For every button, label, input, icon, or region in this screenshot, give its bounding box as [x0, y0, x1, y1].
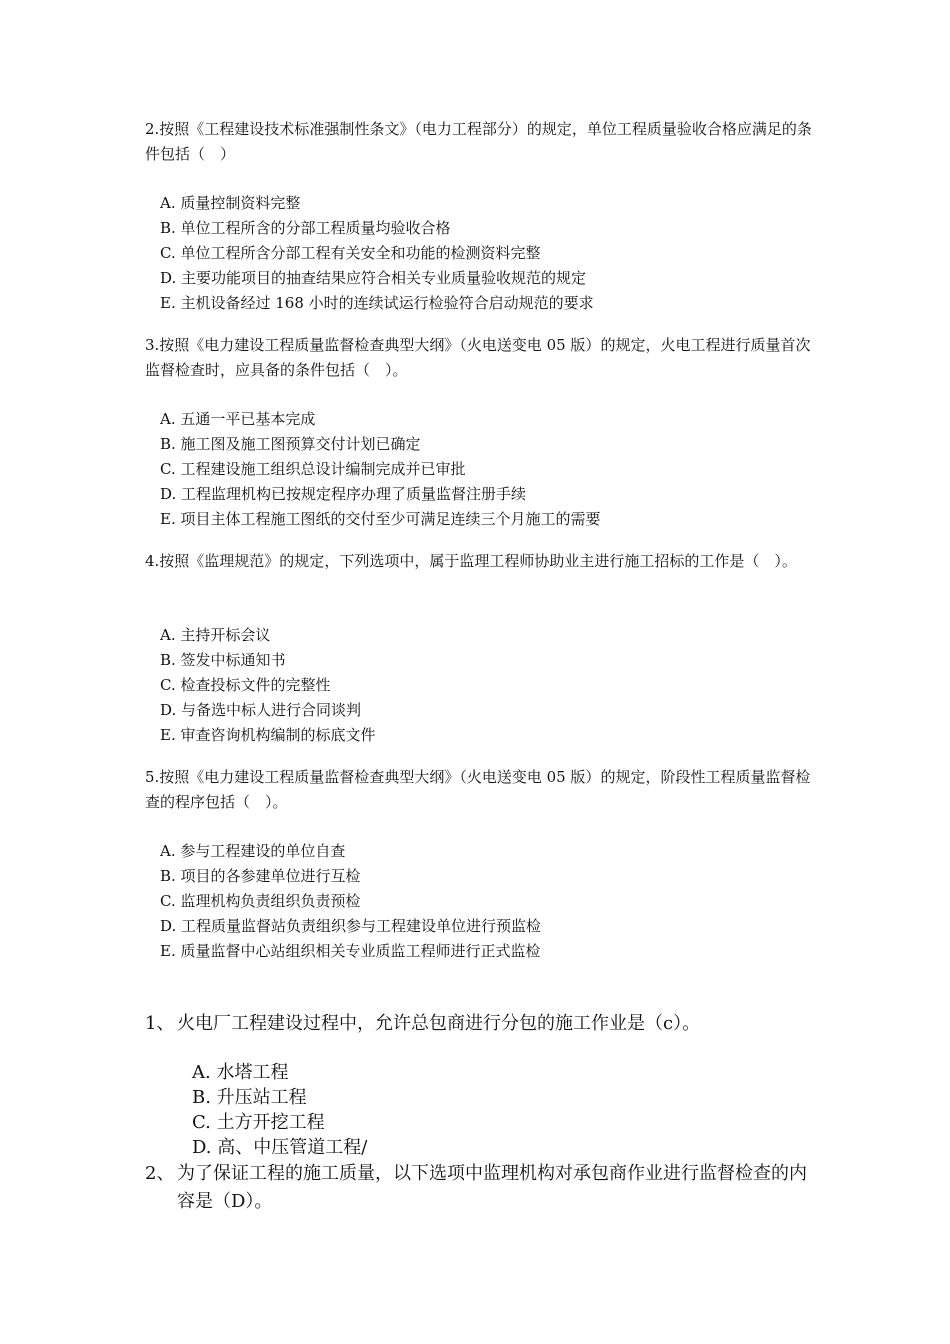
question-text: 火电厂工程建设过程中，允许总包商进行分包的施工作业是（c）。	[177, 1013, 701, 1034]
question-4: 4.按照《监理规范》的规定，下列选项中，属于监理工程师协助业主进行施工招标的工作是（ ）。	[145, 552, 797, 570]
option-a: A. 水塔工程	[192, 1062, 289, 1083]
option-b: B. 项目的各参建单位进行互检	[160, 867, 361, 885]
question-5-options	[160, 839, 541, 964]
question-3: 3.按照《电力建设工程质量监督检查典型大纲》（火电送变电 05 版）的规定，火电工程进行质量首次监督检查时，应具备的条件包括（ ）。	[145, 336, 811, 379]
option-b: B. 签发中标通知书	[160, 651, 286, 669]
option-c: C. 检查投标文件的完整性	[160, 676, 331, 694]
option-d: D. 工程监理机构已按规定程序办理了质量监督注册手续	[160, 485, 527, 503]
question-number: 1、	[145, 1013, 175, 1034]
option-b: B. 升压站工程	[192, 1087, 307, 1108]
question-2-options	[160, 191, 594, 316]
option-d: D. 与备选中标人进行合同谈判	[160, 701, 362, 719]
question-4-options	[160, 623, 376, 748]
option-a: A. 质量控制资料完整	[160, 194, 301, 212]
section2-question-1-options	[192, 1060, 367, 1160]
section2-question-2: 为了保证工程的施工质量，以下选项中监理机构对承包商作业进行监督检查的内容是（D）。	[177, 1163, 807, 1212]
option-a: A. 五通一平已基本完成	[160, 410, 316, 428]
option-c: C. 监理机构负责组织负责预检	[160, 892, 361, 910]
option-c: C. 土方开挖工程	[192, 1112, 325, 1133]
option-d: D. 高、中压管道工程/	[192, 1137, 368, 1158]
section2-question-2-number: 2、	[145, 1163, 175, 1184]
option-a: A. 主持开标会议	[160, 626, 271, 644]
option-d: D. 工程质量监督站负责组织参与工程建设单位进行预监检	[160, 917, 542, 935]
section2-question-1	[145, 1010, 700, 1038]
question-3-options	[160, 407, 601, 532]
option-c: C. 工程建设施工组织总设计编制完成并已审批	[160, 460, 466, 478]
option-c: C. 单位工程所含分部工程有关安全和功能的检测资料完整	[160, 244, 541, 262]
question-2: 2.按照《工程建设技术标准强制性条文》（电力工程部分）的规定，单位工程质量验收合格应满足的条件包括（ ）	[145, 120, 812, 163]
option-e: E. 审查咨询机构编制的标底文件	[160, 726, 376, 744]
question-5: 5.按照《电力建设工程质量监督检查典型大纲》（火电送变电 05 版）的规定，阶段性工程质量监督检查的程序包括（ ）。	[145, 768, 811, 811]
option-e: E. 项目主体工程施工图纸的交付至少可满足连续三个月施工的需要	[160, 510, 601, 528]
option-b: B. 单位工程所含的分部工程质量均验收合格	[160, 219, 451, 237]
option-e: E. 主机设备经过 168 小时的连续试运行检验符合启动规范的要求	[160, 294, 594, 312]
option-a: A. 参与工程建设的单位自查	[160, 842, 346, 860]
option-e: E. 质量监督中心站组织相关专业质监工程师进行正式监检	[160, 942, 541, 960]
option-d: D. 主要功能项目的抽查结果应符合相关专业质量验收规范的规定	[160, 269, 587, 287]
option-b: B. 施工图及施工图预算交付计划已确定	[160, 435, 421, 453]
